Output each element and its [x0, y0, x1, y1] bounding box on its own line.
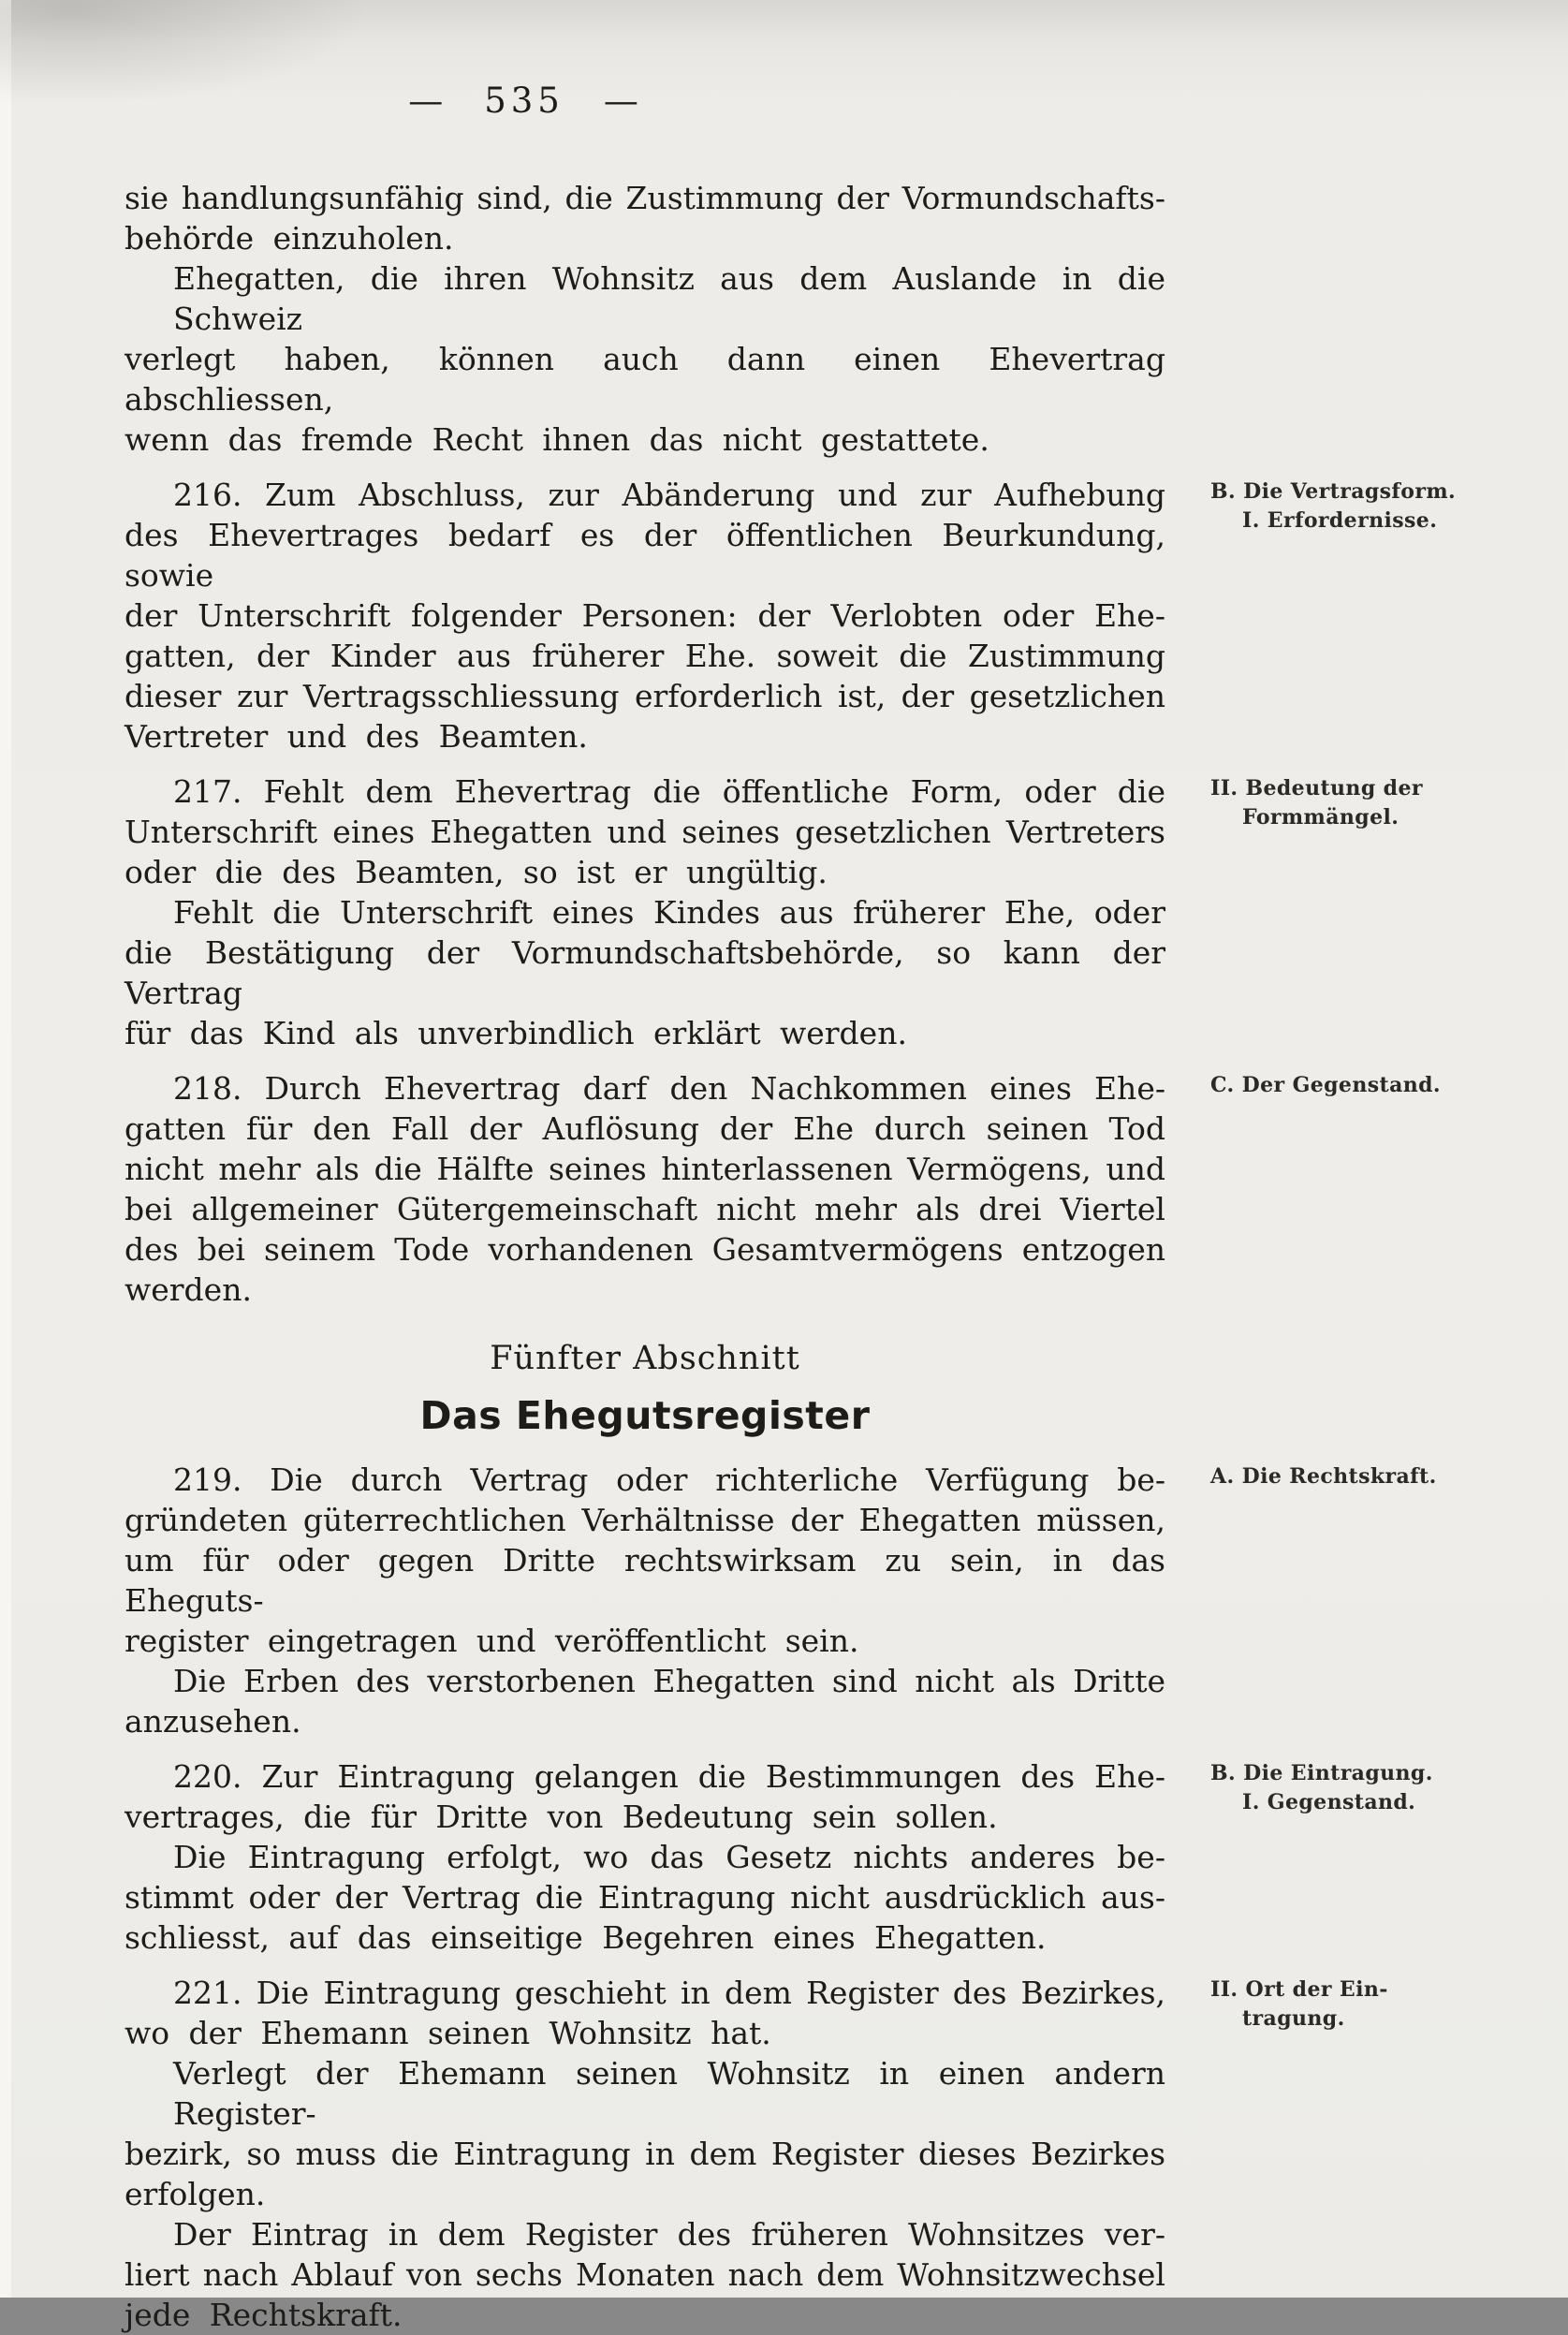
margin-note-220: [1210, 1756, 1537, 1817]
article-221-body: [125, 1973, 1165, 2335]
text-line: register eingetragen und veröffentlicht sein.: [125, 1623, 859, 1659]
text-line: stimmt oder der Vertrag die Eintragung nicht ausdrücklich aus-: [125, 1879, 1165, 1916]
section-heading: [125, 1338, 1165, 1439]
paragraph: [125, 258, 1165, 460]
margin-note-line: tragung.: [1242, 2006, 1345, 2031]
text-line: anzusehen.: [125, 1703, 301, 1740]
text-line: des Ehevertrages bedarf es der öffentlichen Beurkundung, sowie: [125, 517, 1165, 594]
text-line: vertrages, die für Dritte von Bedeutung sein sollen.: [125, 1799, 998, 1835]
paragraph: [125, 2214, 1165, 2335]
section-heading-title: Das Ehegutsregister: [419, 1393, 871, 1438]
text-line: erfolgen.: [125, 2176, 266, 2212]
margin-note-216: [1210, 475, 1537, 536]
margin-note-line: I. Erfordernisse.: [1242, 508, 1438, 533]
paragraph: [125, 1973, 1165, 2053]
page-header: [0, 81, 1048, 121]
margin-note-line: B. Die Eintragung.: [1210, 1761, 1433, 1785]
margin-note-line: II. Bedeutung der: [1210, 776, 1423, 800]
article-216-body: [125, 475, 1165, 756]
article-218-body: [125, 1068, 1165, 1310]
text-line: behörde einzuholen.: [125, 220, 454, 257]
text-line: jede Rechtskraft.: [125, 2297, 403, 2333]
margin-note-line: A. Die Rechtskraft.: [1210, 1464, 1437, 1489]
text-line: gatten für den Fall der Auflösung der Ehe durch seinen Tod: [125, 1110, 1165, 1147]
article-216: [125, 475, 1537, 756]
paragraph: [125, 892, 1165, 1053]
paragraph: [125, 1837, 1165, 1958]
article-218: [125, 1068, 1537, 1310]
text-line: Die Eintragung erfolgt, wo das Gesetz nichts anderes be-: [173, 1839, 1165, 1875]
margin-note-line: Formmängel.: [1242, 805, 1399, 830]
text-line: für das Kind als unverbindlich erklärt werden.: [125, 1015, 907, 1051]
text-line: Vertreter und des Beamten.: [125, 718, 588, 755]
text-line: 217. Fehlt dem Ehevertrag die öffentliche Form, oder die: [173, 773, 1165, 810]
article-217-body: [125, 771, 1165, 1053]
intro-section: [125, 178, 1537, 460]
text-line: Der Eintrag in dem Register des früheren Wohnsitzes ver-: [173, 2216, 1165, 2253]
text-line: dieser zur Vertragsschliessung erforderlich ist, der gesetzlichen: [125, 678, 1165, 714]
margin-note-line: C. Der Gegenstand.: [1210, 1073, 1441, 1097]
text-line: Unterschrift eines Ehegatten und seines gesetzlichen Vertreters: [125, 814, 1165, 850]
text-line: Die Erben des verstorbenen Ehegatten sind nicht als Dritte: [173, 1663, 1165, 1699]
paragraph: [125, 475, 1165, 756]
margin-note-line: B. Die Vertragsform.: [1210, 479, 1457, 504]
paragraph: [125, 1460, 1165, 1661]
header-right-dash: —: [603, 81, 640, 121]
text-line: oder die des Beamten, so ist er ungültig.: [125, 854, 828, 890]
text-line: schliesst, auf das einseitige Begehren eines Ehegatten.: [125, 1919, 1047, 1956]
text-line: liert nach Ablauf von sechs Monaten nach dem Wohnsitzwechsel: [125, 2256, 1165, 2293]
paragraph: [125, 771, 1165, 892]
margin-note-219: [1210, 1460, 1537, 1491]
text-line: Verlegt der Ehemann seinen Wohnsitz in einen andern Register-: [173, 2055, 1165, 2132]
text-line: der Unterschrift folgender Personen: der Verlobten oder Ehe-: [125, 597, 1165, 634]
text-line: wo der Ehemann seinen Wohnsitz hat.: [125, 2015, 771, 2051]
article-220-body: [125, 1756, 1165, 1958]
text-line: des bei seinem Tode vorhandenen Gesamtvermögens entzogen: [125, 1231, 1165, 1268]
article-219: [125, 1460, 1537, 1741]
text-line: verlegt haben, können auch dann einen Ehevertrag abschliessen,: [125, 341, 1165, 418]
header-left-dash: —: [408, 81, 446, 121]
text-line: nicht mehr als die Hälfte seines hinterlassenen Vermögens, und: [125, 1151, 1165, 1187]
margin-note-218: [1210, 1068, 1537, 1100]
text-line: bezirk, so muss die Eintragung in dem Register dieses Bezirkes: [125, 2136, 1165, 2172]
text-line: bei allgemeiner Gütergemeinschaft nicht mehr als drei Viertel: [125, 1191, 1165, 1227]
text-line: 216. Zum Abschluss, zur Abänderung und zur Aufhebung: [173, 477, 1165, 513]
intro-body: [125, 178, 1165, 460]
paragraph: [125, 1068, 1165, 1310]
page-content: [125, 178, 1537, 2335]
margin-note-line: I. Gegenstand.: [1242, 1790, 1416, 1814]
text-line: 219. Die durch Vertrag oder richterliche Verfügung be-: [173, 1461, 1165, 1498]
article-219-body: [125, 1460, 1165, 1741]
text-line: die Bestätigung der Vormundschaftsbehörde, so kann der Vertrag: [125, 934, 1165, 1011]
margin-note-empty: [1210, 178, 1537, 181]
article-221: [125, 1973, 1537, 2335]
margin-note-221: [1210, 1973, 1537, 2034]
margin-note-line: II. Ort der Ein-: [1210, 1977, 1388, 2002]
text-line: 218. Durch Ehevertrag darf den Nachkommen eines Ehe-: [173, 1070, 1165, 1107]
page-number: 535: [484, 81, 564, 121]
paragraph: [125, 1756, 1165, 1837]
paragraph: [125, 178, 1165, 258]
text-line: 220. Zur Eintragung gelangen die Bestimmungen des Ehe-: [173, 1758, 1165, 1795]
text-line: gründeten güterrechtlichen Verhältnisse der Ehegatten müssen,: [125, 1502, 1165, 1538]
margin-note-217: [1210, 771, 1537, 832]
text-line: sie handlungsunfähig sind, die Zustimmung der Vormundschafts-: [125, 180, 1165, 216]
text-line: wenn das fremde Recht ihnen das nicht gestattete.: [125, 421, 989, 458]
article-217: [125, 771, 1537, 1053]
section-heading-subtitle: Fünfter Abschnitt: [490, 1340, 800, 1377]
text-line: 221. Die Eintragung geschieht in dem Register des Bezirkes,: [173, 1975, 1165, 2011]
article-220: [125, 1756, 1537, 1958]
text-line: Ehegatten, die ihren Wohnsitz aus dem Auslande in die Schweiz: [173, 260, 1165, 337]
text-line: Fehlt die Unterschrift eines Kindes aus früherer Ehe, oder: [173, 894, 1165, 931]
text-line: um für oder gegen Dritte rechtswirksam zu sein, in das Eheguts-: [125, 1542, 1165, 1619]
paragraph: [125, 2053, 1165, 2214]
paragraph: [125, 1661, 1165, 1741]
text-line: werden.: [125, 1271, 252, 1308]
text-line: gatten, der Kinder aus früherer Ehe. soweit die Zustimmung: [125, 638, 1165, 674]
